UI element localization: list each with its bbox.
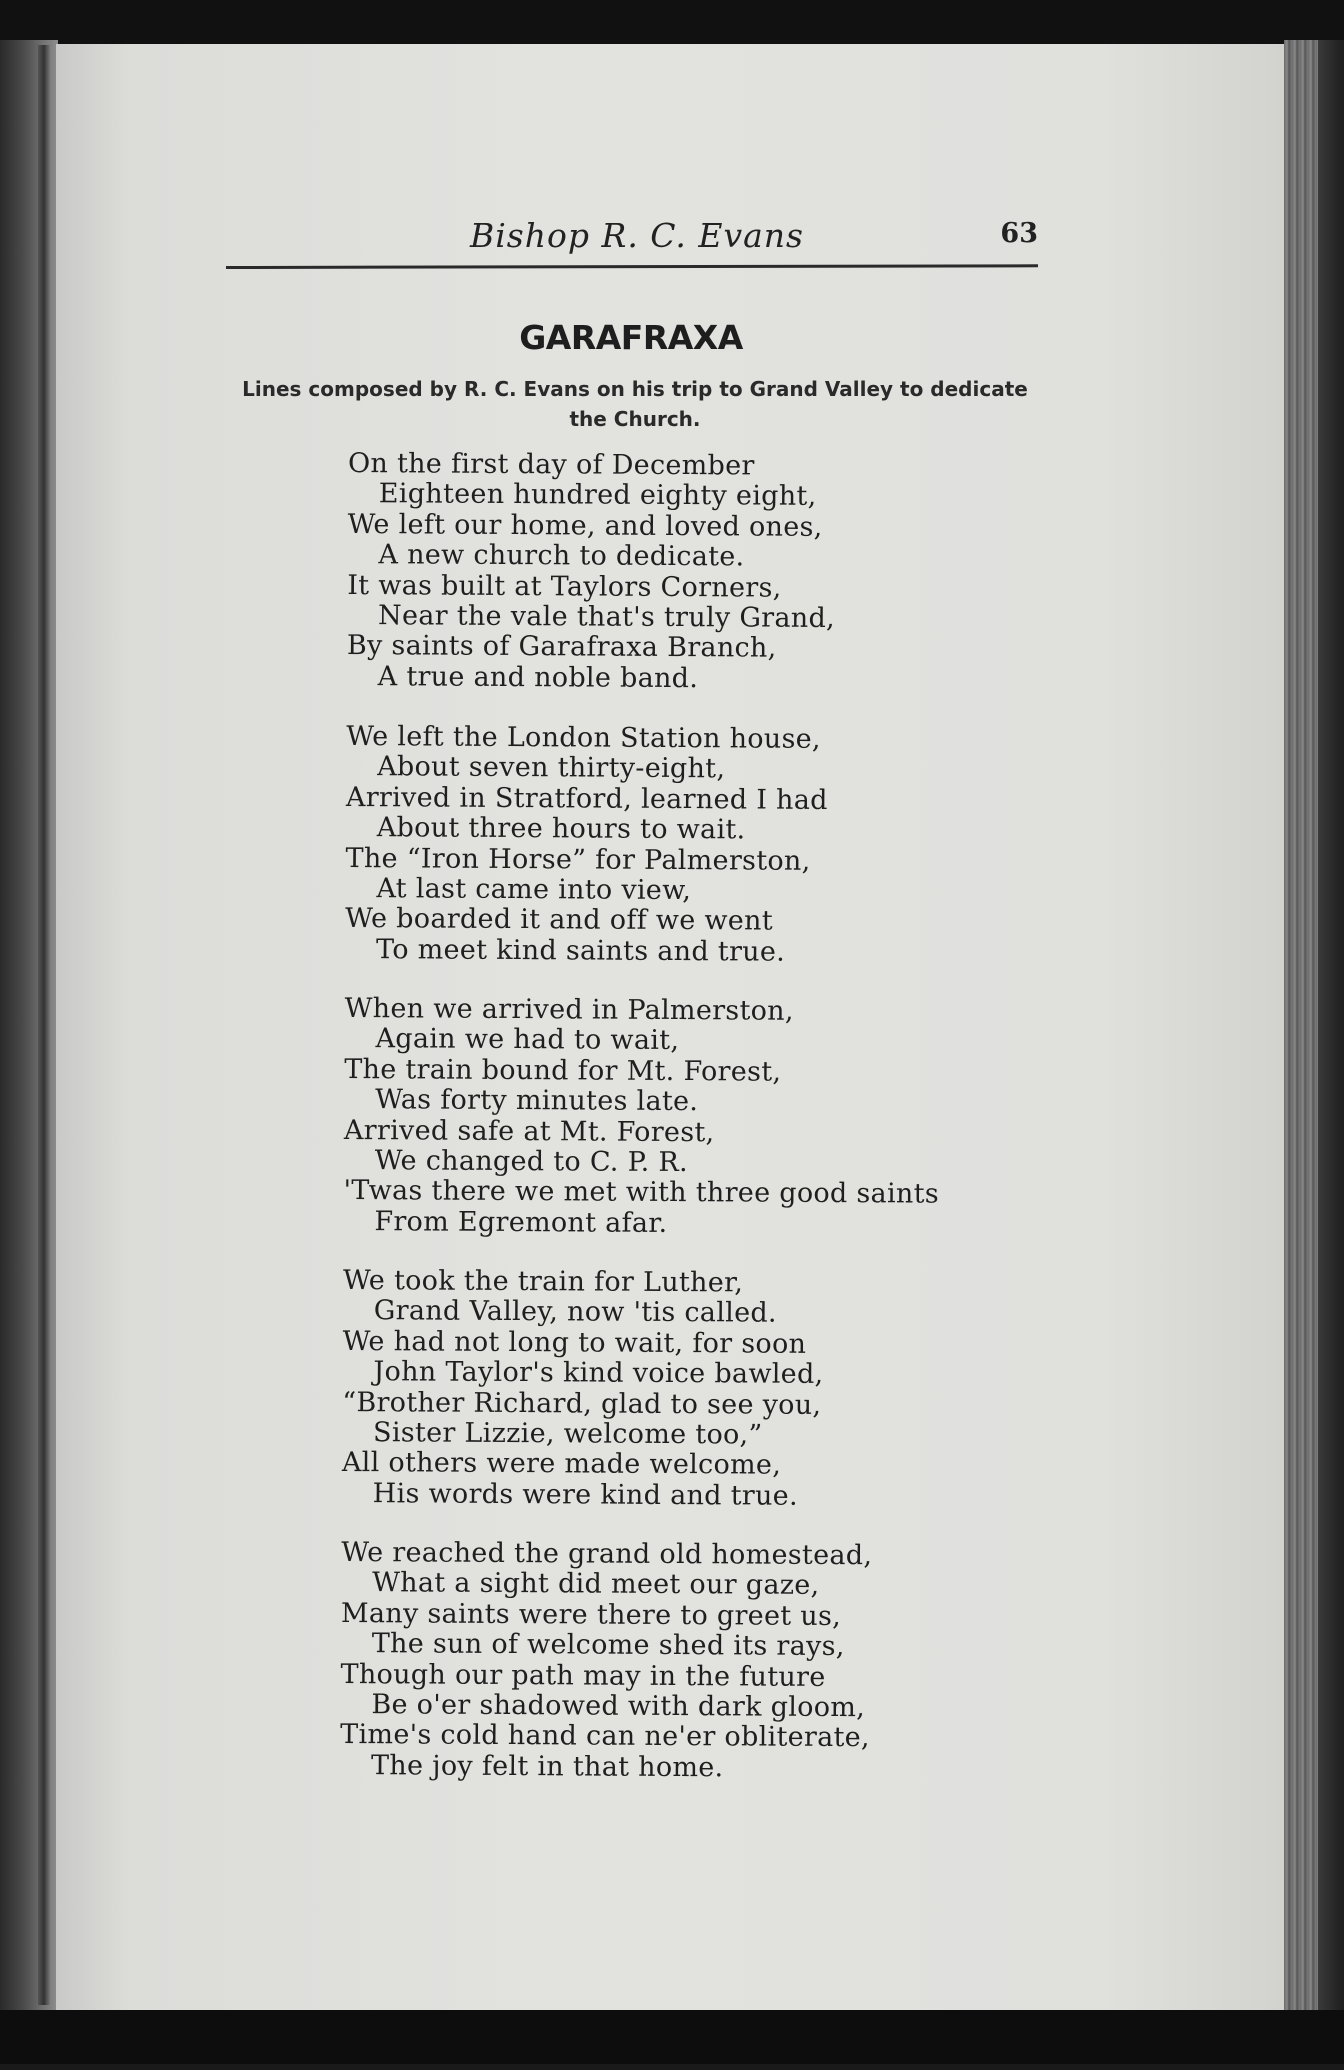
poem-line: To meet kind saints and true. — [375, 934, 786, 968]
poem-line: What a sight did meet our gaze, — [372, 1567, 820, 1602]
poem-line: Sister Lizzie, welcome too,” — [372, 1417, 763, 1451]
stanza-2 — [345, 722, 828, 968]
poem-line: Many saints were there to greet us, — [340, 1597, 842, 1632]
poem-line: A true and noble band. — [377, 661, 699, 694]
poem-line: By saints of Garafraxa Branch, — [346, 630, 777, 665]
poem-line: We left our home, and loved ones, — [347, 508, 823, 543]
poem-line: At last came into view, — [376, 873, 692, 907]
poem-line: Time's cold hand can ne'er obliterate, — [340, 1719, 870, 1754]
poem-line: 'Twas there we met with three good saints — [343, 1175, 940, 1211]
stanza-3 — [343, 994, 940, 1241]
stanza-1 — [347, 449, 836, 695]
poem-line: “Brother Richard, glad to see you, — [342, 1386, 822, 1421]
poem-subtitle: Lines composed by R. C. Evans on his trip to Grand Valley to dedicate the Church. — [242, 377, 1028, 431]
poem-line: We boarded it and off we went — [345, 903, 774, 938]
poem-line: We took the train for Luther, — [342, 1264, 744, 1299]
poem-line: It was built at Taylors Corners, — [347, 569, 782, 604]
poem-line: The joy felt in that home. — [370, 1750, 724, 1784]
poem-line: We left the London Station house, — [346, 720, 821, 755]
stanza-4 — [342, 1266, 824, 1512]
poem-line: We reached the grand old homestead, — [341, 1536, 873, 1572]
page-number: 63 — [1000, 218, 1038, 249]
poem-line: Be o'er shadowed with dark gloom, — [371, 1689, 866, 1724]
poem-line: Arrived in Stratford, learned I had — [345, 781, 828, 816]
poem-line: Though our path may in the future — [340, 1658, 826, 1693]
poem-line: When we arrived in Palmerston, — [344, 992, 794, 1027]
poem-line: About seven thirty-eight, — [377, 751, 726, 785]
poem-line: John Taylor's kind voice bawled, — [373, 1356, 824, 1391]
poem-line: We changed to C. P. R. — [374, 1145, 689, 1179]
poem-line: The “Iron Horse” for Palmerston, — [345, 842, 811, 877]
poem-line: About three hours to wait. — [376, 812, 746, 846]
poem-line: His words were kind and true. — [372, 1478, 798, 1512]
poem-title: GARAFRAXA — [519, 318, 743, 357]
stanza-5 — [340, 1538, 872, 1784]
poem-line: Near the vale that's truly Grand, — [377, 600, 836, 635]
poem-line: On the first day of December — [347, 448, 755, 482]
poem-line: Grand Valley, now 'tis called. — [373, 1295, 777, 1330]
poem-line: We had not long to wait, for soon — [342, 1325, 807, 1360]
poem-line: Was forty minutes late. — [375, 1084, 699, 1118]
poem-line: Again we had to wait, — [375, 1023, 680, 1057]
poem-line: From Egremont afar. — [374, 1206, 668, 1239]
poem-line: All others were made welcome, — [341, 1447, 782, 1482]
poem-line: Arrived safe at Mt. Forest, — [343, 1114, 715, 1148]
running-head: Bishop R. C. Evans — [470, 216, 804, 255]
poem-line: The train bound for Mt. Forest, — [344, 1053, 782, 1088]
poem-line: The sun of welcome shed its rays, — [371, 1628, 845, 1663]
poem-line: A new church to dedicate. — [378, 539, 745, 573]
poem-line: Eighteen hundred eighty eight, — [378, 478, 817, 513]
